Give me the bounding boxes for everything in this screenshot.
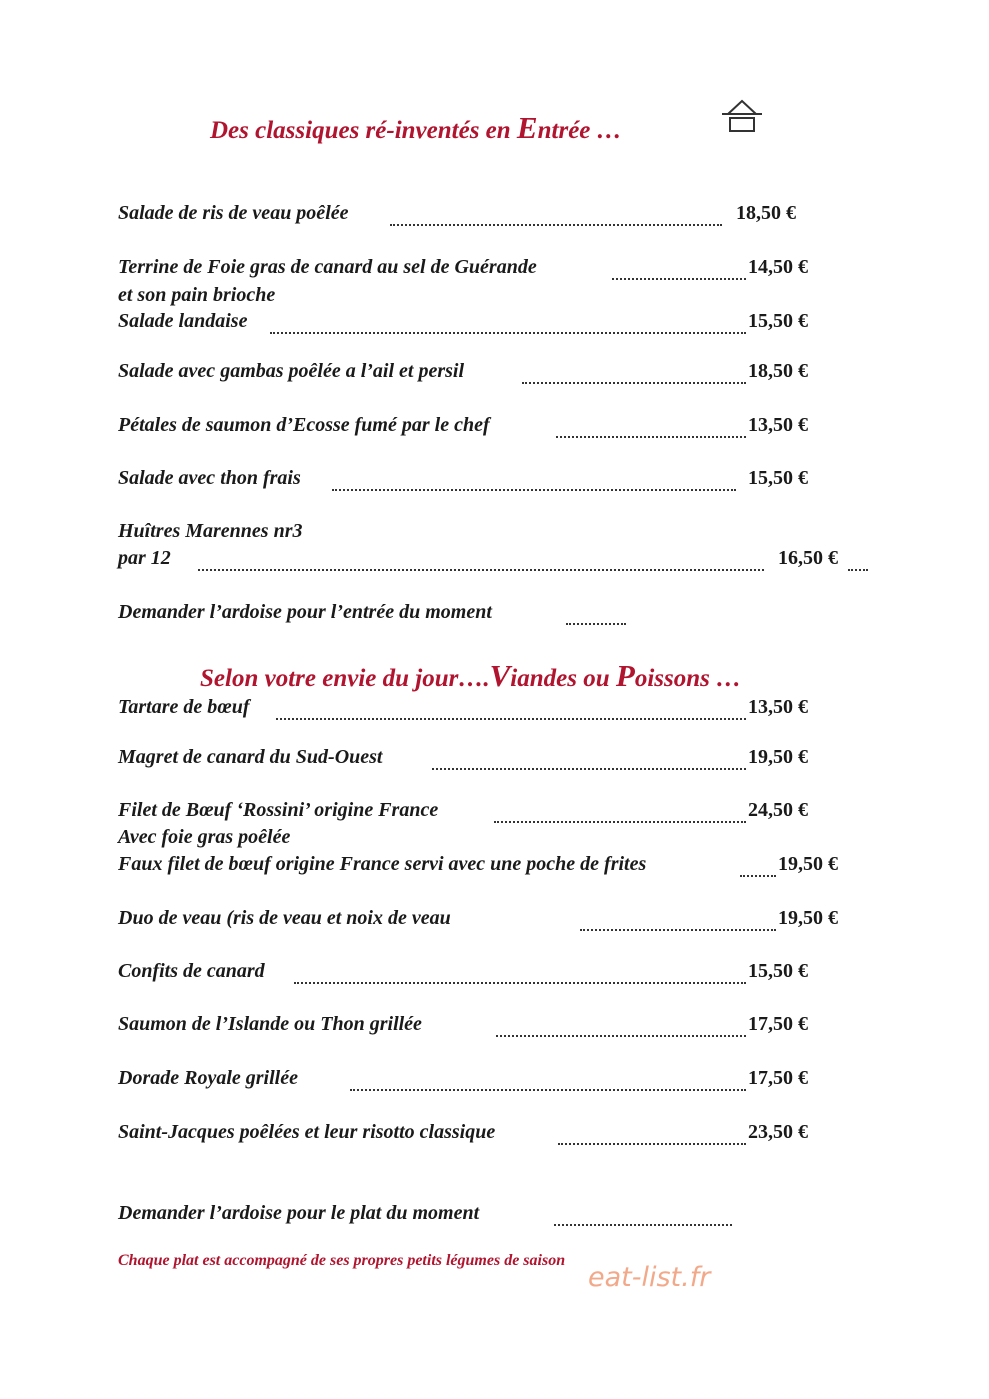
leader-dots [276, 718, 746, 720]
leader-dots [612, 278, 746, 280]
dish-name: Duo de veau (ris de veau et noix de veau [118, 907, 451, 929]
leader-dots [350, 1089, 746, 1091]
dish-name: Faux filet de bœuf origine France servi avec une poche de frites [118, 853, 647, 875]
plats-title-initial: P [615, 658, 635, 693]
entrees-title-word: ntrée [537, 117, 591, 144]
dish-name: Tartare de bœuf [118, 696, 250, 718]
plats-title-part: iandes ou [510, 665, 616, 692]
leader-dots [332, 489, 736, 491]
leader-dots [432, 768, 746, 770]
leader-dots [848, 569, 868, 571]
leader-dots [740, 875, 776, 877]
dish-name: Salade avec gambas poêlée a l’ail et persil [118, 360, 465, 382]
dish-price: 16,50 € [778, 547, 838, 569]
dish-price: 15,50 € [748, 960, 808, 982]
entrees-title-prefix: Des classiques ré-inventés en [210, 117, 517, 144]
dish-name: Salade landaise [118, 310, 248, 332]
dish-price: 17,50 € [748, 1013, 808, 1035]
leader-dots [198, 569, 764, 571]
dish-name: Dorade Royale grillée [118, 1067, 298, 1089]
dish-name: Huîtres Marennes nr3 [118, 520, 303, 542]
leader-dots [494, 821, 746, 823]
leader-dots [566, 623, 626, 625]
plats-title-initial: V [489, 658, 511, 693]
dish-price: 17,50 € [748, 1067, 808, 1089]
leader-dots [522, 382, 746, 384]
dish-name: Filet de Bœuf ‘Rossini’ origine France [118, 799, 439, 821]
dish-price: 19,50 € [778, 907, 838, 929]
dish-name: Magret de canard du Sud-Ouest [118, 746, 383, 768]
plats-title-part: oissons … [634, 665, 742, 692]
dish-name: Demander l’ardoise pour l’entrée du moment [118, 601, 492, 623]
dish-price: 14,50 € [748, 256, 808, 278]
dish-price: 23,50 € [748, 1121, 808, 1143]
leader-dots [580, 929, 776, 931]
dish-name: Saumon de l’Islande ou Thon grillée [118, 1013, 422, 1035]
dish-price: 15,50 € [748, 310, 808, 332]
entrees-title-initial: E [516, 110, 538, 145]
dish-name: Saint-Jacques poêlées et leur risotto classique [118, 1121, 496, 1143]
dish-name: Confits de canard [118, 960, 265, 982]
footer-note: Chaque plat est accompagné de ses propres petits légumes de saison [118, 1252, 566, 1269]
dish-price: 18,50 € [736, 202, 796, 224]
dish-price: 19,50 € [778, 853, 838, 875]
watermark: eat-list.fr [588, 1262, 711, 1293]
dish-price: 24,50 € [748, 799, 808, 821]
dish-subline: par 12 [118, 547, 171, 569]
dish-subline: Avec foie gras poêlée [118, 826, 291, 848]
leader-dots [390, 224, 722, 226]
leader-dots [270, 332, 746, 334]
dish-price: 13,50 € [748, 696, 808, 718]
leader-dots [294, 982, 746, 984]
dish-price: 18,50 € [748, 360, 808, 382]
dish-price: 15,50 € [748, 467, 808, 489]
dish-price: 13,50 € [748, 414, 808, 436]
dish-name: Salade avec thon frais [118, 467, 301, 489]
plats-title-part: Selon votre envie du jour…. [200, 665, 490, 692]
leader-dots [496, 1035, 746, 1037]
dish-name: Pétales de saumon d’Ecosse fumé par le chef [118, 414, 490, 436]
dish-price: 19,50 € [748, 746, 808, 768]
leader-dots [554, 1224, 732, 1226]
dish-name: Demander l’ardoise pour le plat du moment [118, 1202, 480, 1224]
entrees-title [210, 110, 622, 146]
dish-name: Terrine de Foie gras de canard au sel de Guérande [118, 256, 537, 278]
plats-title [200, 658, 741, 694]
dish-name: Salade de ris de veau poêlée [118, 202, 349, 224]
dish-subline: et son pain brioche [118, 284, 276, 306]
entrees-title-suffix: … [590, 117, 622, 144]
leader-dots [556, 436, 746, 438]
leader-dots [558, 1143, 746, 1145]
house-icon [722, 98, 762, 136]
